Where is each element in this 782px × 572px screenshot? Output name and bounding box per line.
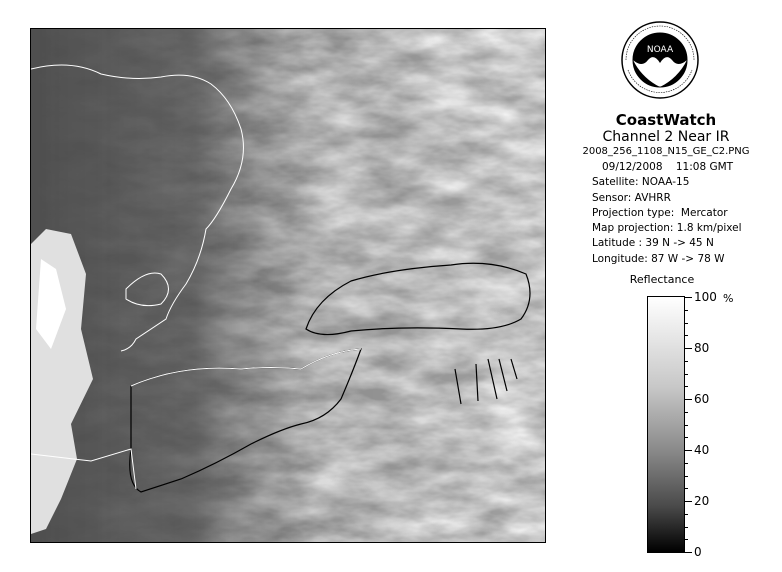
colorbar-tick <box>684 501 692 502</box>
image-filename: 2008_256_1108_N15_GE_C2.PNG <box>582 146 750 157</box>
cloud-texture <box>31 29 545 542</box>
sensor-text: Sensor: AVHRR <box>592 191 671 204</box>
colorbar-tick <box>684 476 688 477</box>
colorbar-tick <box>684 437 688 438</box>
colorbar-tick <box>684 386 688 387</box>
colorbar-axis <box>684 290 744 559</box>
colorbar-tick <box>684 361 688 362</box>
colorbar-tick <box>684 310 688 311</box>
colorbar-tick-label: 0 <box>694 545 702 559</box>
noaa-logo <box>620 20 700 106</box>
colorbar-tick <box>684 527 688 528</box>
noaa-seal-graphic <box>620 20 700 106</box>
satellite-text: Satellite: NOAA-15 <box>592 176 690 189</box>
colorbar-tick-label: 60 <box>694 392 710 406</box>
legend-label: Reflectance <box>629 273 695 286</box>
colorbar-tick-label: 20 <box>694 494 710 508</box>
latitude-text: Latitude : 39 N -> 45 N <box>592 237 714 250</box>
noaa-logo-text: NOAA <box>646 45 674 55</box>
map-projection-text: Map projection: 1.8 km/pixel <box>592 222 742 235</box>
metadata-block <box>592 160 742 267</box>
channel-subtitle: Channel 2 Near IR <box>602 129 730 145</box>
projection-type-text: Projection type: Mercator <box>592 206 728 219</box>
colorbar-tick <box>684 412 688 413</box>
colorbar-tick-label: 100 <box>694 290 717 304</box>
reflectance-colorbar <box>647 296 685 553</box>
colorbar-tick <box>684 552 692 553</box>
longitude-text: Longitude: 87 W -> 78 W <box>592 252 725 265</box>
legend-units: % <box>723 292 734 305</box>
colorbar-tick <box>684 323 688 324</box>
colorbar-tick <box>684 399 692 400</box>
satellite-map-graphic <box>31 29 545 542</box>
product-title: CoastWatch <box>615 111 717 129</box>
colorbar-tick <box>684 539 688 540</box>
colorbar-tick <box>684 488 688 489</box>
colorbar-tick-label: 40 <box>694 443 710 457</box>
colorbar-tick <box>684 463 688 464</box>
colorbar-tick <box>684 335 688 336</box>
colorbar-tick <box>684 450 692 451</box>
colorbar-tick <box>684 514 688 515</box>
satellite-image <box>30 28 546 543</box>
colorbar-tick <box>684 425 688 426</box>
colorbar-tick <box>684 297 692 298</box>
colorbar-tick <box>684 348 692 349</box>
colorbar-tick-label: 80 <box>694 341 710 355</box>
colorbar-tick <box>684 374 688 375</box>
datetime-text: 09/12/2008 11:08 GMT <box>602 161 734 173</box>
